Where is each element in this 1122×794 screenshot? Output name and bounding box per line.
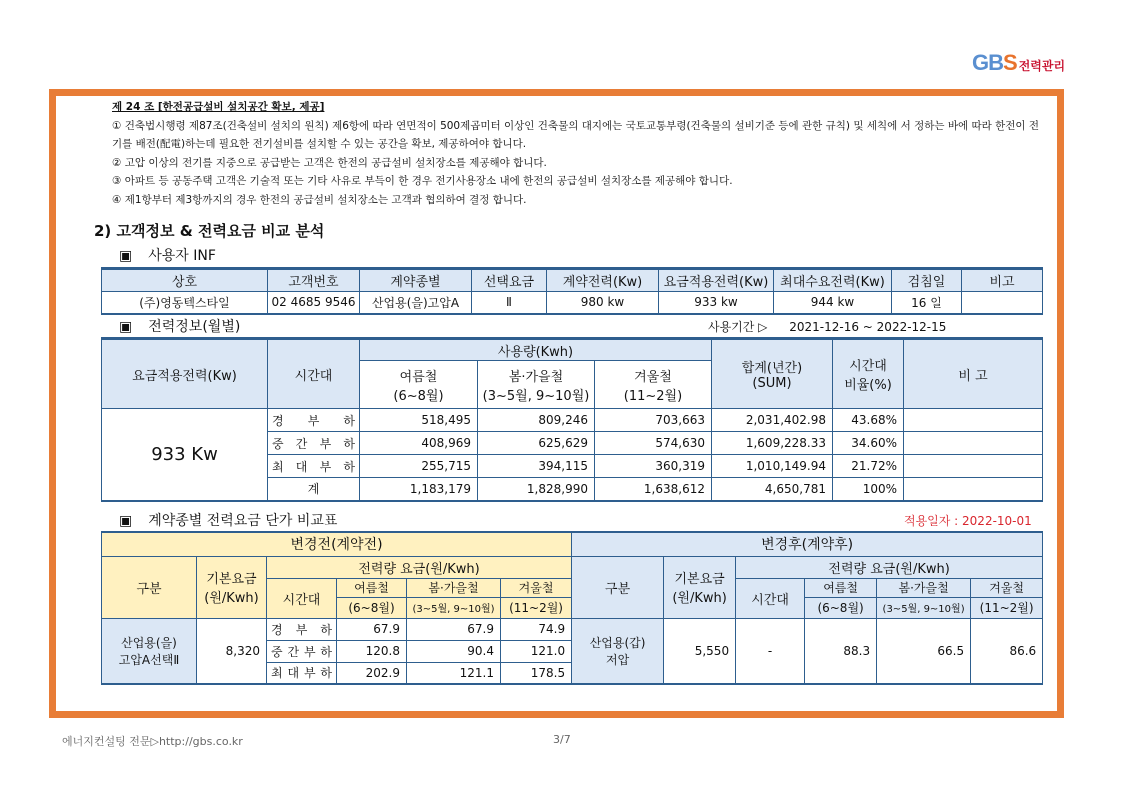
cell-customer-no: 02 4685 9546 (268, 292, 360, 314)
before-timezone-header: 시간대 (267, 578, 337, 618)
midpeak-summer: 408,969 (360, 432, 478, 455)
peak-ratio: 21.72% (833, 455, 904, 478)
logo-s: S (1003, 50, 1017, 75)
applied-date: 적용일자 : 2022-10-01 (904, 514, 1032, 528)
offpeak-total: 2,031,402.98 (712, 409, 833, 432)
footer-website: 에너지컨설팅 전문▷http://gbs.co.kr (62, 735, 243, 748)
power-info-heading (119, 316, 240, 336)
after-summer-rate: 88.3 (805, 618, 877, 684)
before-zone-offpeak: 경 부 하 (267, 618, 337, 640)
total-summer: 1,183,179 (360, 478, 478, 501)
customer-table (101, 267, 1043, 315)
usage-period (708, 318, 946, 335)
midpeak-spring: 625,629 (478, 432, 595, 455)
price-header-row-1 (102, 532, 1043, 556)
peak-total: 1,010,149.94 (712, 455, 833, 478)
before-contract-header: 변경전(계약전) (102, 532, 572, 556)
before-offpeak-winter: 74.9 (501, 618, 572, 640)
after-spring-header: 봄·가을철 (877, 578, 971, 597)
header-max-demand: 최대수요전력(Kw) (774, 269, 892, 292)
price-compare-table (101, 531, 1043, 685)
regulation-item-2: ② 고압 이상의 전기를 지중으로 공급받는 고객은 한전의 공급설비 설치장소를 제공해야 합니다. (112, 156, 547, 169)
before-zone-peak: 최 대 부 하 (267, 662, 337, 684)
before-contract-type: 산업용(을) 고압A선택Ⅱ (102, 618, 197, 684)
header-summer: 여름철 (6~8월) (360, 361, 478, 409)
logo-gb: GB (972, 50, 1003, 75)
page-number: 3/7 (553, 733, 571, 746)
midpeak-note (904, 432, 1043, 455)
after-timezone: - (736, 618, 805, 684)
offpeak-summer: 518,495 (360, 409, 478, 432)
regulation-item-4: ④ 제1항부터 제3항까지의 경우 한전의 공급설비 설치장소는 고객과 협의하여 결정 합니다. (112, 193, 527, 206)
peak-spring: 394,115 (478, 455, 595, 478)
after-spring-rate: 66.5 (877, 618, 971, 684)
header-ratio: 시간대 비율(%) (833, 339, 904, 409)
section-title: 2) 고객정보 & 전력요금 비교 분석 (94, 222, 325, 240)
gbs-logo (972, 48, 1065, 74)
cell-contract-type: 산업용(을)고압A (360, 292, 472, 314)
peak-note (904, 455, 1043, 478)
before-summer-header: 여름철 (337, 578, 407, 597)
offpeak-note (904, 409, 1043, 432)
total-spring: 1,828,990 (478, 478, 595, 501)
usage-header-row-1 (102, 339, 1043, 361)
regulation-text (112, 98, 1042, 209)
header-total: 합계(년간) (SUM) (712, 339, 833, 409)
customer-header-row (102, 269, 1043, 292)
after-timezone-header: 시간대 (736, 578, 805, 618)
after-rate-header: 전력량 요금(원/Kwh) (736, 556, 1043, 578)
midpeak-winter: 574,630 (595, 432, 712, 455)
after-type-header: 구분 (572, 556, 664, 618)
cell-contract-power: 980 kw (547, 292, 659, 314)
cell-select-rate: Ⅱ (472, 292, 547, 314)
cell-applied-power: 933 kw (659, 292, 774, 314)
before-spring-months: (3~5월, 9~10월) (407, 597, 501, 618)
before-winter-months: (11~2월) (501, 597, 572, 618)
before-midpeak-spring: 90.4 (407, 640, 501, 662)
after-winter-rate: 86.6 (971, 618, 1043, 684)
regulation-title: 제 24 조 [한전공급설비 설치공간 확보, 제공] (112, 101, 325, 113)
power-info-label: 전력정보(월별) (148, 319, 241, 335)
peak-winter: 360,319 (595, 455, 712, 478)
header-applied-power: 요금적용전력(Kw) (102, 339, 268, 409)
logo-text: 전력관리 (1018, 59, 1066, 73)
after-winter-months: (11~2월) (971, 597, 1043, 618)
user-info-heading (119, 245, 216, 265)
before-offpeak-summer: 67.9 (337, 618, 407, 640)
before-base-header: 기본요금 (원/Kwh) (197, 556, 267, 618)
total-sum: 4,650,781 (712, 478, 833, 501)
header-spring-fall: 봄·가을철 (3~5월, 9~10월) (478, 361, 595, 409)
period-label: 사용기간 ▷ (708, 320, 768, 334)
total-ratio: 100% (833, 478, 904, 501)
after-contract-header: 변경후(계약후) (572, 532, 1043, 556)
before-base-rate: 8,320 (197, 618, 267, 684)
period-value: 2021-12-16 ~ 2022-12-15 (789, 320, 947, 334)
after-summer-header: 여름철 (805, 578, 877, 597)
header-note: 비고 (962, 269, 1043, 292)
before-summer-months: (6~8월) (337, 597, 407, 618)
before-type-header: 구분 (102, 556, 197, 618)
header-contract-type: 계약종별 (360, 269, 472, 292)
header-winter: 겨울철 (11~2월) (595, 361, 712, 409)
price-compare-label: 계약종별 전력요금 단가 비교표 (148, 513, 338, 529)
regulation-item-1: ① 건축법시행령 제87조(건축설비 설치의 원칙) 제6항에 따라 연면적이 500제곱미터 이상인 건축물의 대지에는 국토교통부령(건축물의 설비기준 등에 관한 규칙) 및 세칙에 서 정하는 바에 따라 한전이 전기를 배전(配電)하는데 필요한 전기설비를 설치할 수 있는 공간을 확보, 제공하여야 합니다. (112, 119, 1039, 150)
after-spring-months: (3~5월, 9~10월) (877, 597, 971, 618)
header-note: 비 고 (904, 339, 1043, 409)
header-meter-day: 검침일 (892, 269, 962, 292)
user-info-label: 사용자 INF (148, 248, 216, 264)
before-winter-header: 겨울철 (501, 578, 572, 597)
header-usage: 사용량(Kwh) (360, 339, 712, 361)
price-header-row-2 (102, 556, 1043, 578)
after-winter-header: 겨울철 (971, 578, 1043, 597)
before-rate-header: 전력량 요금(원/Kwh) (267, 556, 572, 578)
before-peak-spring: 121.1 (407, 662, 501, 684)
zone-midpeak: 중 간 부 하 (268, 432, 360, 455)
offpeak-ratio: 43.68% (833, 409, 904, 432)
after-summer-months: (6~8월) (805, 597, 877, 618)
before-spring-header: 봄·가을철 (407, 578, 501, 597)
customer-data-row (102, 292, 1043, 314)
regulation-item-3: ③ 아파트 등 공동주택 고객은 기술적 또는 기타 사유로 부득이 한 경우 전기사용장소 내에 한전의 공급설비 설치장소를 제공해야 합니다. (112, 175, 733, 187)
price-compare-heading (119, 510, 337, 530)
cell-max-demand: 944 kw (774, 292, 892, 314)
zone-total: 계 (268, 478, 360, 501)
before-midpeak-winter: 121.0 (501, 640, 572, 662)
square-bullet-icon: ▣ (119, 319, 133, 335)
midpeak-ratio: 34.60% (833, 432, 904, 455)
header-timezone: 시간대 (268, 339, 360, 409)
peak-summer: 255,715 (360, 455, 478, 478)
midpeak-total: 1,609,228.33 (712, 432, 833, 455)
before-peak-summer: 202.9 (337, 662, 407, 684)
header-select-rate: 선택요금 (472, 269, 547, 292)
square-bullet-icon: ▣ (119, 513, 133, 529)
usage-table (101, 337, 1043, 502)
price-row-offpeak (102, 618, 1043, 640)
after-base-rate: 5,550 (664, 618, 736, 684)
total-winter: 1,638,612 (595, 478, 712, 501)
after-contract-type: 산업용(갑) 저압 (572, 618, 664, 684)
total-note (904, 478, 1043, 501)
before-midpeak-summer: 120.8 (337, 640, 407, 662)
before-peak-winter: 178.5 (501, 662, 572, 684)
usage-row-offpeak (102, 409, 1043, 432)
header-contract-power: 계약전력(Kw) (547, 269, 659, 292)
offpeak-winter: 703,663 (595, 409, 712, 432)
before-offpeak-spring: 67.9 (407, 618, 501, 640)
header-applied-power: 요금적용전력(Kw) (659, 269, 774, 292)
applied-power-value: 933 Kw (102, 409, 268, 501)
offpeak-spring: 809,246 (478, 409, 595, 432)
cell-meter-day: 16 일 (892, 292, 962, 314)
header-company: 상호 (102, 269, 268, 292)
square-bullet-icon: ▣ (119, 248, 133, 264)
cell-note (962, 292, 1043, 314)
cell-company: (주)영동텍스타일 (102, 292, 268, 314)
after-base-header: 기본요금 (원/Kwh) (664, 556, 736, 618)
zone-peak: 최 대 부 하 (268, 455, 360, 478)
before-zone-midpeak: 중 간 부 하 (267, 640, 337, 662)
header-customer-no: 고객번호 (268, 269, 360, 292)
zone-offpeak: 경 부 하 (268, 409, 360, 432)
